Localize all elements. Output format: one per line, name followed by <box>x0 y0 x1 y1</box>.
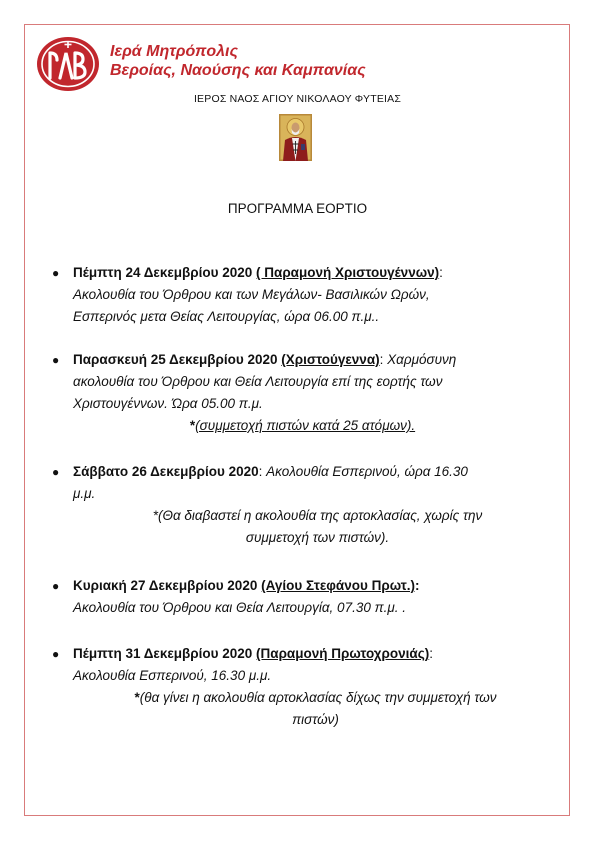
event-feast: (Αγίου Στεφάνου Πρωτ.) <box>261 578 415 593</box>
event-item <box>52 575 552 619</box>
metropolis-title-line1: Ιερά Μητρόπολις <box>110 43 239 60</box>
event-item <box>52 349 552 437</box>
event-text: Ακολουθία Εσπερινού, ώρα 16.30 <box>266 464 468 479</box>
event-text: Εσπερινός μετα Θείας Λειτουργίας, ώρα 06.00 π.μ.. <box>73 309 380 324</box>
event-note: (θα γίνει η ακολουθία αρτοκλασίας δίχως την συμμετοχή των <box>139 690 497 705</box>
event-date: Παρασκευή 25 Δεκεμβρίου 2020 <box>73 352 278 367</box>
event-text: Χαρμόσυνη <box>387 352 457 367</box>
program-title: ΠΡΟΓΡΑΜΜΑ ΕΟΡΤΙΟ <box>227 201 368 216</box>
event-text: Χριστουγέννων. Ώρα 05.00 π.μ. <box>73 396 263 411</box>
church-name: ΙΕΡΟΣ ΝΑΟΣ ΑΓΙΟΥ ΝΙΚΟΛΑΟΥ ΦΥΤΕΙΑΣ <box>193 93 402 105</box>
event-separator: : <box>439 265 443 280</box>
event-date: Σάββατο 26 Δεκεμβρίου 2020 <box>73 464 259 479</box>
bullet-icon: ● <box>52 266 60 280</box>
metropolis-seal-icon <box>36 36 100 92</box>
event-separator: : <box>415 578 420 593</box>
event-separator: : <box>429 646 433 661</box>
note-star: * <box>189 418 196 433</box>
event-text: Ακολουθία Εσπερινού, 16.30 μ.μ. <box>73 668 272 683</box>
event-note: (συμμετοχή πιστών κατά 25 ατόμων). <box>195 418 416 433</box>
event-item <box>52 461 552 549</box>
event-text: ακολουθία του Όρθρου και Θεία Λειτουργία επί της εορτής των <box>73 374 443 389</box>
event-date: Πέμπτη 31 Δεκεμβρίου 2020 <box>73 646 253 661</box>
event-item <box>52 262 552 328</box>
event-note: συμμετοχή των πιστών). <box>245 530 390 545</box>
bullet-icon: ● <box>52 465 60 479</box>
event-date: Πέμπτη 24 Δεκεμβρίου 2020 <box>73 265 253 280</box>
event-note: *(Θα διαβαστεί η ακολουθία της αρτοκλασίας, χωρίς την <box>152 508 483 523</box>
event-date: Κυριακή 27 Δεκεμβρίου 2020 <box>73 578 258 593</box>
event-separator: : <box>258 464 263 479</box>
bullet-icon: ● <box>52 353 60 367</box>
event-text: μ.μ. <box>73 486 96 501</box>
metropolis-title-line2: Βεροίας, Ναούσης και Καμπανίας <box>110 62 366 79</box>
event-feast: (Χριστούγεννα) <box>281 352 380 367</box>
note-star: * <box>134 690 140 705</box>
saint-nicholas-icon <box>279 114 312 161</box>
event-item <box>52 643 552 731</box>
event-feast: ( Παραμονή Χριστουγέννων) <box>256 265 440 280</box>
event-feast: (Παραμονή Πρωτοχρονιάς) <box>256 646 430 661</box>
event-text: Ακολουθία του Όρθρου και των Μεγάλων- Βασιλικών Ωρών, <box>73 287 430 302</box>
metropolis-title <box>110 42 366 80</box>
events-list <box>52 262 552 752</box>
event-text: Ακολουθία του Όρθρου και Θεία Λειτουργία, 07.30 π.μ. . <box>73 600 407 615</box>
bullet-icon: ● <box>52 647 60 661</box>
event-separator: : <box>379 352 384 367</box>
bullet-icon: ● <box>52 579 60 593</box>
event-note: πιστών) <box>292 712 339 727</box>
